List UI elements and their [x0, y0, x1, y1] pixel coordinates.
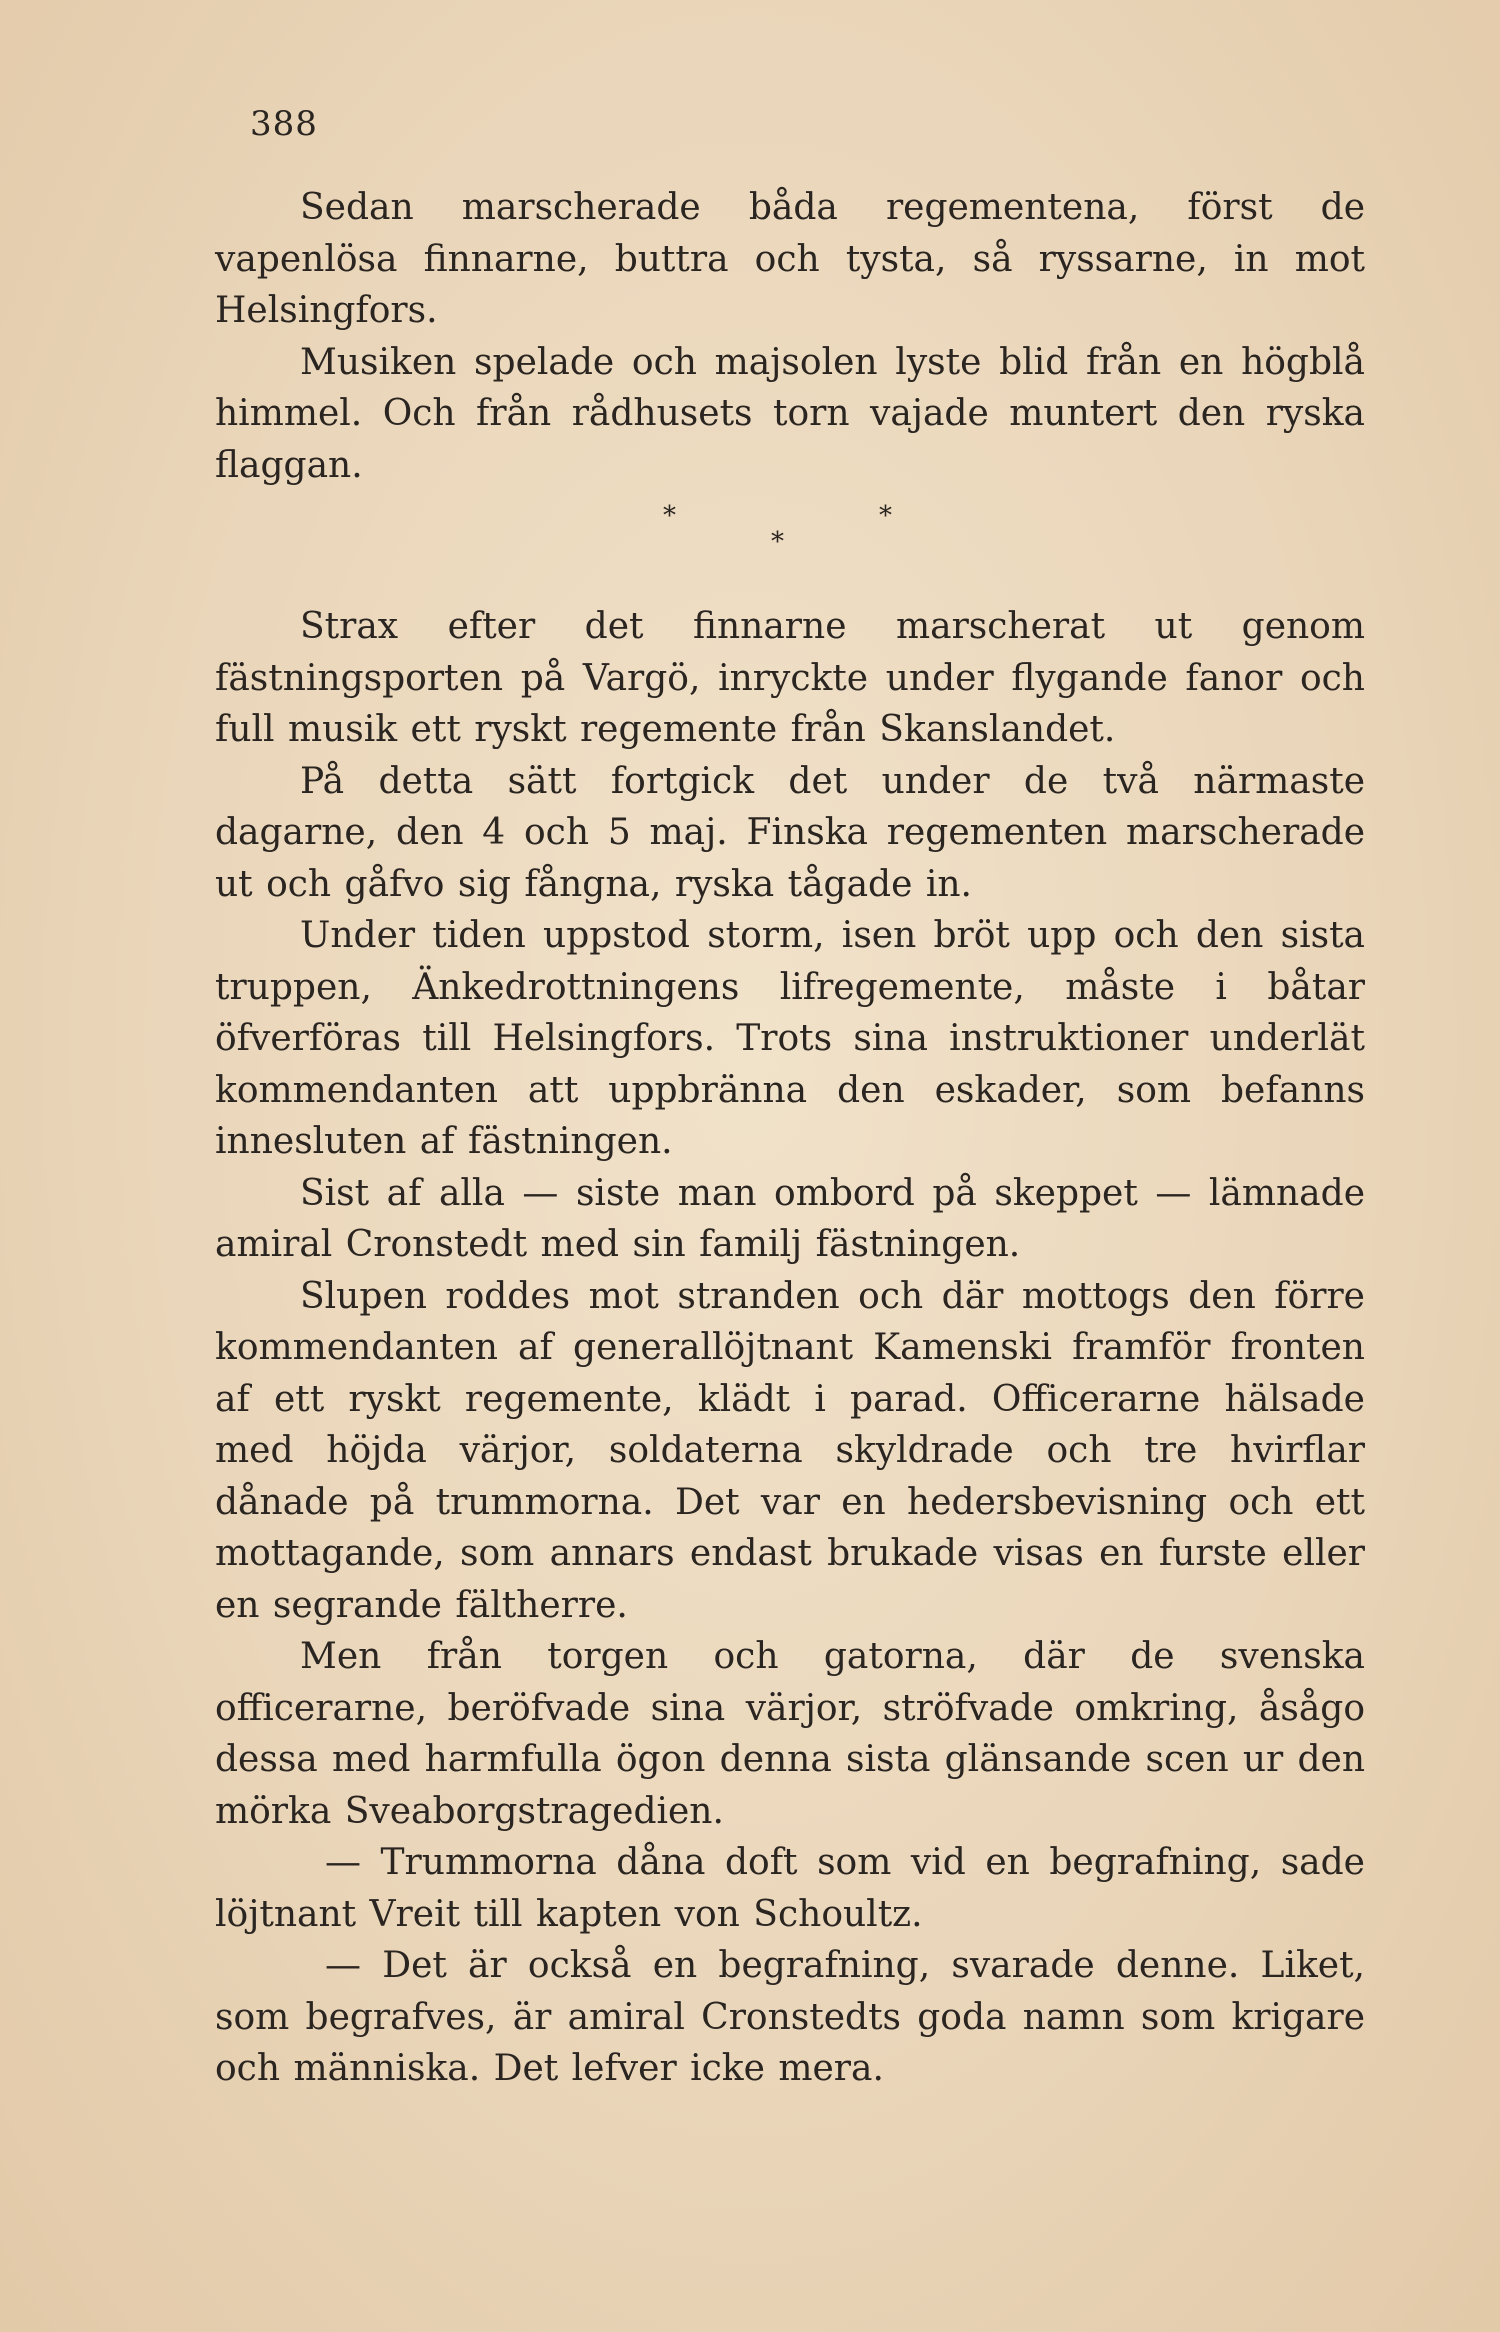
body-text [215, 182, 1365, 2095]
paragraph: Sedan marscherade båda regementena, först de vapenlösa finnarne, buttra och tysta, så ryssarne, in mot Helsingfors. [215, 187, 1365, 331]
dialogue-paragraph: — Det är också en begrafning, svarade denne. Liket, som begrafves, är amiral Cronstedts goda namn som krigare och människa. Det lefver icke mera. [215, 1945, 1365, 2089]
dialogue-paragraph: — Trummorna dåna doft som vid en begrafning, sade löjtnant Vreit till kapten von Schoultz. [215, 1842, 1365, 1935]
asterisk-icon: * [663, 501, 676, 531]
paragraph: Slupen roddes mot stranden och där mottogs den förre kommendanten af generallöjtnant Kamenski framför fronten af ett ryskt regemente, klädt i parad. Officerarne hälsade med höjda värjor, soldaterna skyldrade och tre hvirflar dånade på trummorna. Det var en hedersbevisning och ett mottagande, som annars endast brukade visas en furste eller en segrande fältherre. [215, 1275, 1365, 1626]
paragraph: Musiken spelade och majsolen lyste blid från en högblå himmel. Och från rådhusets torn vajade muntert den ryska flaggan. [215, 341, 1365, 486]
paragraph: Strax efter det finnarne marscherat ut genom fästningsporten på Vargö, inryckte under flygande fanor och full musik ett ryskt regemente från Skanslandet. [215, 606, 1365, 750]
paragraph: Under tiden uppstod storm, isen bröt upp och den sista truppen, Änkedrottningens lifregemente, måste i båtar öfverföras till Helsingfors. Trots sina instruktioner underlät kommendanten att uppbränna den eskader, som befanns innesluten af fästningen. [215, 915, 1365, 1162]
asterisk-icon: * [771, 527, 784, 557]
paragraph: Sist af alla — siste man ombord på skeppet — lämnade amiral Cronstedt med sin familj fästningen. [215, 1172, 1365, 1265]
paragraph: På detta sätt fortgick det under de två närmaste dagarne, den 4 och 5 maj. Finska regementen marscherade ut och gåfvo sig fångna, ryska tågade in. [215, 760, 1365, 905]
paragraph: Men från torgen och gatorna, där de svenska officerarne, beröfvade sina värjor, ströfvade omkring, åsågo dessa med harmfulla ögon denna sista glänsande scen ur den mörka Sveaborgstragedien. [215, 1636, 1365, 1832]
page-number: 388 [250, 104, 318, 144]
asterisk-icon: * [879, 501, 892, 531]
section-break-asterism [215, 491, 1365, 601]
